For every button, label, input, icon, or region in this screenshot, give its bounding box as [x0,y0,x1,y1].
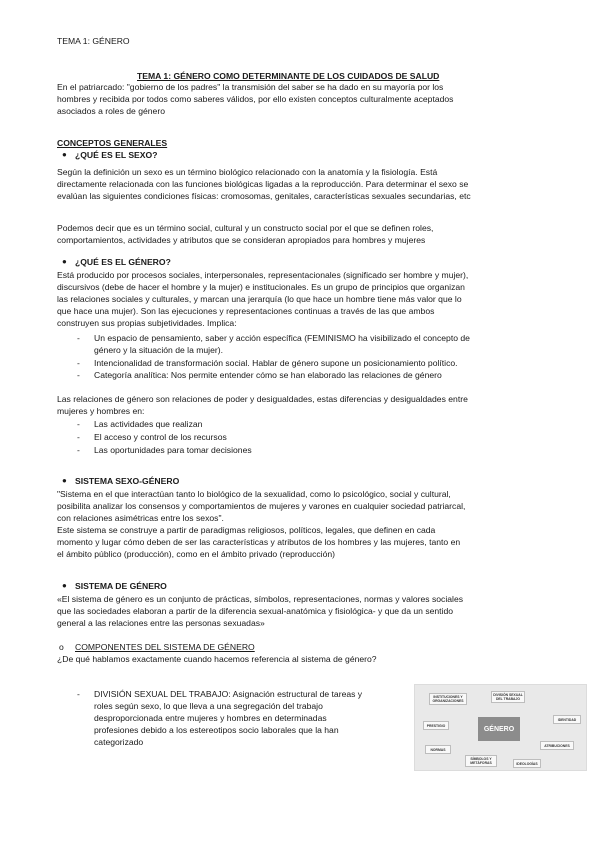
diagram-box: DIVISIÓN SEXUAL DEL TRABAJO [491,691,525,703]
sexo-genero-line: posibilita analizar los consensos y comportamientos de mujeres y varones en cualquier sociedad patriarcal, [57,501,466,511]
sexo-line: Según la definición un sexo es un término biológico relacionado con la anatomía y la fisiología. Está [57,167,438,177]
componentes-heading: COMPONENTES DEL SISTEMA DE GÉNERO [75,642,255,652]
diagram-box: SÍMBOLOS Y METÁFORAS [465,755,497,767]
conceptos-heading: CONCEPTOS GENERALES [57,138,168,148]
diagram-box: PRESTIGIO [423,721,449,730]
list-dash: - [77,445,80,455]
diagram-center: GÉNERO [478,717,520,741]
genero-item: Intencionalidad de transformación social. Hablar de género supone un posicionamiento político. [94,358,458,368]
intro-line: hombres y recibida por todos como saberes válidos, por ello existen conceptos culturalmente aceptados [57,94,454,104]
sexo-genero-line: "Sistema en el que interactúan tanto lo biológico de la sexualidad, como lo psicológico, social y cultural, [57,489,451,499]
genero-heading: ¿QUÉ ES EL GÉNERO? [75,257,171,267]
bullet-dot: ● [62,476,67,485]
componentes-item: roles según sexo, lo que lleva a una segregación del trabajo [94,701,323,711]
relaciones-item: El acceso y control de los recursos [94,432,227,442]
sexo-genero-line: Este sistema se construye a partir de paradigmas religiosos, políticos, legales, que definen en cada [57,525,436,535]
genero-line: que hace una mujer). Son las ejecuciones y representaciones continuas a través de las que ambos [57,306,435,316]
list-dash: - [77,419,80,429]
genero-line: las relaciones sociales y culturales, y marcan una jerarquía (lo que hace un hombre tiene más valor que lo [57,294,462,304]
list-dash: - [77,358,80,368]
circle-marker: o [59,642,64,652]
page-header: TEMA 1: GÉNERO [57,36,130,46]
sexo-genero-heading: SISTEMA SEXO-GÉNERO [75,476,180,486]
sistema-genero-heading: SISTEMA DE GÉNERO [75,581,167,591]
genero-item: Un espacio de pensamiento, saber y acción específica (FEMINISMO ha visibilizado el concepto de [94,333,470,343]
intro-line: asociados a roles de género [57,106,165,116]
sistema-genero-line: que las sociedades elaboran a partir de la diferencia sexual-anatómica y fisiológica- y que da un sentido [57,606,454,616]
gender-system-diagram [414,684,587,771]
sexo-line: directamente relacionada con las funciones biológicas ligadas a la reproducción. Para determinar el sexo se [57,179,469,189]
genero-line: Está producido por procesos sociales, interpersonales, representacionales (significado ser hombre y mujer), [57,270,469,280]
genero-line: discursivos (debe de hacer el hombre y la mujer) e institucionales. Es un grupo de principios que organizan [57,282,465,292]
sistema-genero-line: «El sistema de género es un conjunto de prácticas, símbolos, representaciones, normas y valores sociales [57,594,464,604]
componentes-item: profesiones debido a los estereotipos socio laborales que la han [94,725,339,735]
sexo-line: comportamientos, actividades y atributos que se consideran apropiados para hombres y mujeres [57,235,426,245]
diagram-box: IDENTIDAD [553,715,581,724]
sexo-line: Podemos decir que es un término social, cultural y un constructo social por el que se definen roles, [57,223,434,233]
sexo-genero-line: momento y lugar cómo deben de ser las características y atributos de los hombres y las mujeres, tanto en [57,537,461,547]
diagram-box: INSTITUCIONES Y ORGANIZACIONES [429,693,467,705]
genero-item: género y la situación de la mujer). [94,345,223,355]
page-title: TEMA 1: GÉNERO COMO DETERMINANTE DE LOS CUIDADOS DE SALUD [137,71,440,81]
list-dash: - [77,432,80,442]
componentes-item: categorizado [94,737,144,747]
componentes-item: DIVISIÓN SEXUAL DEL TRABAJO: Asignación estructural de tareas y [94,689,363,699]
sexo-genero-line: con relaciones asimétricas entre los sexos". [57,513,224,523]
sistema-genero-line: general a las relaciones entre las personas sexuadas» [57,618,265,628]
relaciones-item: Las oportunidades para tomar decisiones [94,445,252,455]
sexo-line: evalúan las siguientes condiciones físicas: cromosomas, genitales, características sexuales secundarias, etc [57,191,471,201]
componentes-question: ¿De qué hablamos exactamente cuando hacemos referencia al sistema de género? [57,654,377,664]
intro-line: En el patriarcado: "gobierno de los padres" la transmisión del saber se ha dado en su mayoría por los [57,82,444,92]
sexo-genero-line: el ámbito público (producción), como en el ámbito privado (reproducción) [57,549,336,559]
bullet-dot: ● [62,581,67,590]
diagram-box: IDEOLOGÍAS [513,759,541,768]
genero-line: construyen sus propias subjetividades. Implica: [57,318,237,328]
diagram-box: NORMAS [425,745,451,754]
list-dash: - [77,333,80,343]
genero-item: Categoría analítica: Nos permite entender cómo se han elaborado las relaciones de género [94,370,442,380]
componentes-item: desproporcionada entre mujeres y hombres en determinadas [94,713,327,723]
sexo-heading: ¿QUÉ ES EL SEXO? [75,150,158,160]
bullet-dot: ● [62,150,67,159]
list-dash: - [77,689,80,699]
relaciones-line: mujeres y hombres en: [57,406,145,416]
diagram-box: ATRIBUCIONES [540,741,574,750]
relaciones-item: Las actividades que realizan [94,419,203,429]
list-dash: - [77,370,80,380]
bullet-dot: ● [62,257,67,266]
relaciones-line: Las relaciones de género son relaciones de poder y desigualdades, estas diferencias y desigualdades entre [57,394,468,404]
